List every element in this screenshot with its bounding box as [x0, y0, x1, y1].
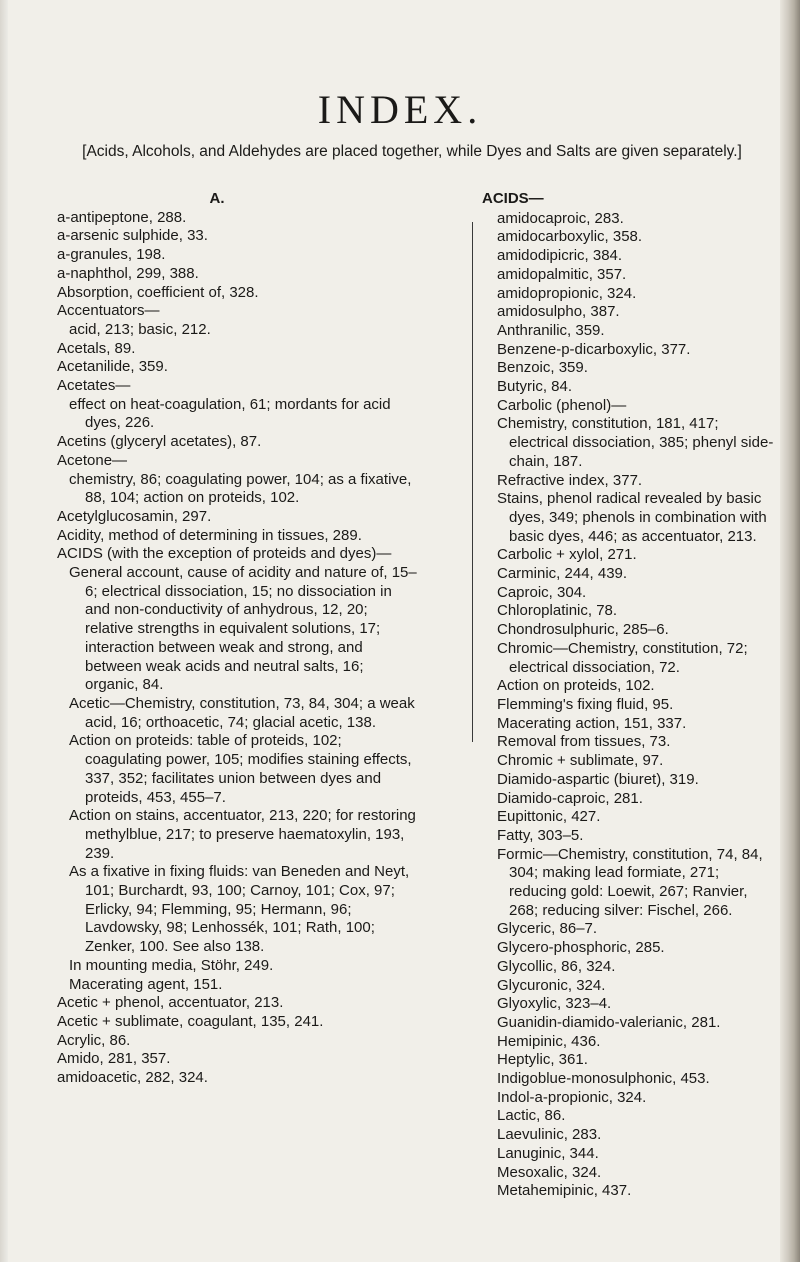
right-column: [482, 190, 778, 1201]
index-entry: Stains, phenol radical revealed by basic dyes, 349; phenols in combination with basic dyes, 446; as accentuator, 213.: [497, 490, 767, 545]
index-entry: a-arsenic sulphide, 33.: [57, 227, 208, 245]
index-entry: Anthranilic, 359.: [497, 321, 605, 339]
index-entry: Chromic + sublimate, 97.: [497, 752, 664, 770]
index-subentry: Action on proteids: table of proteids, 102; coagulating power, 105; modifies staining effects, 337, 352; facilitates union between dyes and proteids, 453, 455–7.: [69, 732, 412, 806]
index-entry: Acetins (glyceryl acetates), 87.: [57, 433, 262, 451]
index-entry: Glycero-phosphoric, 285.: [497, 939, 665, 957]
index-entry: Caproic, 304.: [497, 583, 587, 601]
index-subentry: effect on heat-coagulation, 61; mordants for acid dyes, 226.: [69, 395, 391, 432]
index-entry: Lactic, 86.: [497, 1107, 566, 1125]
index-entry: Formic—Chemistry, constitution, 74, 84, 304; making lead formiate, 271; reducing gold: Loewit, 267; Ranvier, 268; reducing silver: Fischel, 266.: [497, 845, 763, 919]
index-entry: Benzene-p-dicarboxylic, 377.: [497, 340, 691, 358]
index-entry: Hemipinic, 436.: [497, 1032, 601, 1050]
index-entry: Guanidin-diamido-valerianic, 281.: [497, 1013, 721, 1031]
left-entry-list: [57, 209, 417, 1088]
index-entry: Macerating action, 151, 337.: [497, 714, 687, 732]
left-column: [57, 190, 417, 1088]
index-subentry: Action on stains, accentuator, 213, 220; for restoring methylblue, 217; to preserve haematoxylin, 193, 239.: [69, 807, 416, 862]
index-entry: Acetals, 89.: [57, 339, 136, 357]
index-entry: Heptylic, 361.: [497, 1051, 588, 1069]
index-subentry: Acetic—Chemistry, constitution, 73, 84, 304; a weak acid, 16; orthoacetic, 74; glacial acetic, 138.: [69, 694, 415, 731]
index-entry: Glyoxylic, 323–4.: [497, 995, 612, 1013]
index-entry: Acrylic, 86.: [57, 1031, 131, 1049]
index-entry: Glycuronic, 324.: [497, 976, 606, 994]
index-entry: Acetone—: [57, 451, 128, 469]
index-entry: Chromic—Chemistry, constitution, 72; electrical dissociation, 72.: [497, 639, 748, 676]
index-entry: Acetylglucosamin, 297.: [57, 507, 212, 525]
index-subentry: As a fixative in fixing fluids: van Beneden and Neyt, 101; Burchardt, 93, 100; Carnoy, 101; Cox, 97; Erlicky, 94; Flemming, 95; Hermann, 96; Lavdowsky, 98; Lenhossék, 101; Rath, 100; Zenker, 100. See also 138.: [69, 863, 410, 956]
right-entry-list: [482, 210, 778, 1201]
index-entry: Diamido-aspartic (biuret), 319.: [497, 770, 699, 788]
index-entry: amidocaproic, 283.: [497, 209, 624, 227]
index-entry: Carbolic + xylol, 271.: [497, 546, 637, 564]
index-entry: Flemming's fixing fluid, 95.: [497, 695, 674, 713]
index-entry: Chemistry, constitution, 181, 417; electrical dissociation, 385; phenyl side-chain, 187.: [497, 415, 774, 470]
index-entry: Removal from tissues, 73.: [497, 733, 671, 751]
index-entry: Metahemipinic, 437.: [497, 1182, 632, 1200]
index-entry: amidodipicric, 384.: [497, 247, 623, 265]
index-subentry: chemistry, 86; coagulating power, 104; as a fixative, 88, 104; action on proteids, 102.: [69, 470, 412, 507]
index-entry: Glyceric, 86–7.: [497, 920, 598, 938]
index-entry: amidoacetic, 282, 324.: [57, 1069, 208, 1087]
index-entry: Amido, 281, 357.: [57, 1050, 171, 1068]
index-entry: Laevulinic, 283.: [497, 1126, 602, 1144]
index-entry: Acetic + sublimate, coagulant, 135, 241.: [57, 1012, 324, 1030]
index-entry: ACIDS (with the exception of proteids and dyes)—: [57, 545, 392, 563]
index-entry: Mesoxalic, 324.: [497, 1163, 602, 1181]
index-entry: a-antipeptone, 288.: [57, 208, 187, 226]
index-entry: Acetanilide, 359.: [57, 358, 168, 376]
index-entry: Acidity, method of determining in tissues, 289.: [57, 526, 362, 544]
index-entry: Eupittonic, 427.: [497, 808, 601, 826]
index-entry: Chloroplatinic, 78.: [497, 602, 618, 620]
index-entry: amidosulpho, 387.: [497, 303, 620, 321]
index-entry: Butyric, 84.: [497, 378, 573, 396]
index-entry: Acetates—: [57, 377, 131, 395]
index-entry: Carminic, 244, 439.: [497, 565, 628, 583]
index-entry: amidocarboxylic, 358.: [497, 228, 643, 246]
index-subentry: acid, 213; basic, 212.: [69, 320, 211, 338]
index-subentry: In mounting media, Stöhr, 249.: [69, 956, 274, 974]
index-entry: Benzoic, 359.: [497, 359, 588, 377]
index-subentry: Macerating agent, 151.: [69, 975, 223, 993]
index-entry: Glycollic, 86, 324.: [497, 957, 616, 975]
index-entry: Refractive index, 377.: [497, 471, 643, 489]
index-entry: Fatty, 303–5.: [497, 826, 584, 844]
index-entry: Action on proteids, 102.: [497, 677, 655, 695]
index-entry: amidopropionic, 324.: [497, 284, 637, 302]
index-subentry: General account, cause of acidity and nature of, 15–6; electrical dissociation, 15; no dissociation in and non-conductivity of anhydrous, 12, 20; relative strengths in equivalent solutions, 17; interaction between weak and strong, and between weak acids and neutral salts, 16; organic, 84.: [69, 564, 417, 694]
index-note: [Acids, Alcohols, and Aldehydes are placed together, while Dyes and Salts are given separately.]: [82, 143, 742, 160]
index-entry: Accentuators—: [57, 302, 160, 320]
column-divider: [472, 222, 473, 742]
index-entry: a-granules, 198.: [57, 246, 166, 264]
index-entry: Chondrosulphuric, 285–6.: [497, 621, 669, 639]
page-gutter-shadow: [0, 0, 8, 1262]
index-entry: Diamido-caproic, 281.: [497, 789, 643, 807]
section-heading-a: A.: [209, 190, 225, 207]
index-entry: Indigoblue-monosulphonic, 453.: [497, 1070, 710, 1088]
index-entry: Absorption, coefficient of, 328.: [57, 283, 259, 301]
section-heading-acids: ACIDS—: [482, 190, 544, 207]
index-entry: Lanuginic, 344.: [497, 1144, 599, 1162]
index-entry: a-naphthol, 299, 388.: [57, 264, 199, 282]
index-entry: Carbolic (phenol)—: [497, 396, 627, 414]
page-edge-shadow: [780, 0, 800, 1262]
page-title: INDEX.: [317, 87, 483, 132]
index-entry: Acetic + phenol, accentuator, 213.: [57, 994, 284, 1012]
index-entry: Indol-a-propionic, 324.: [497, 1088, 647, 1106]
index-entry: amidopalmitic, 357.: [497, 265, 627, 283]
